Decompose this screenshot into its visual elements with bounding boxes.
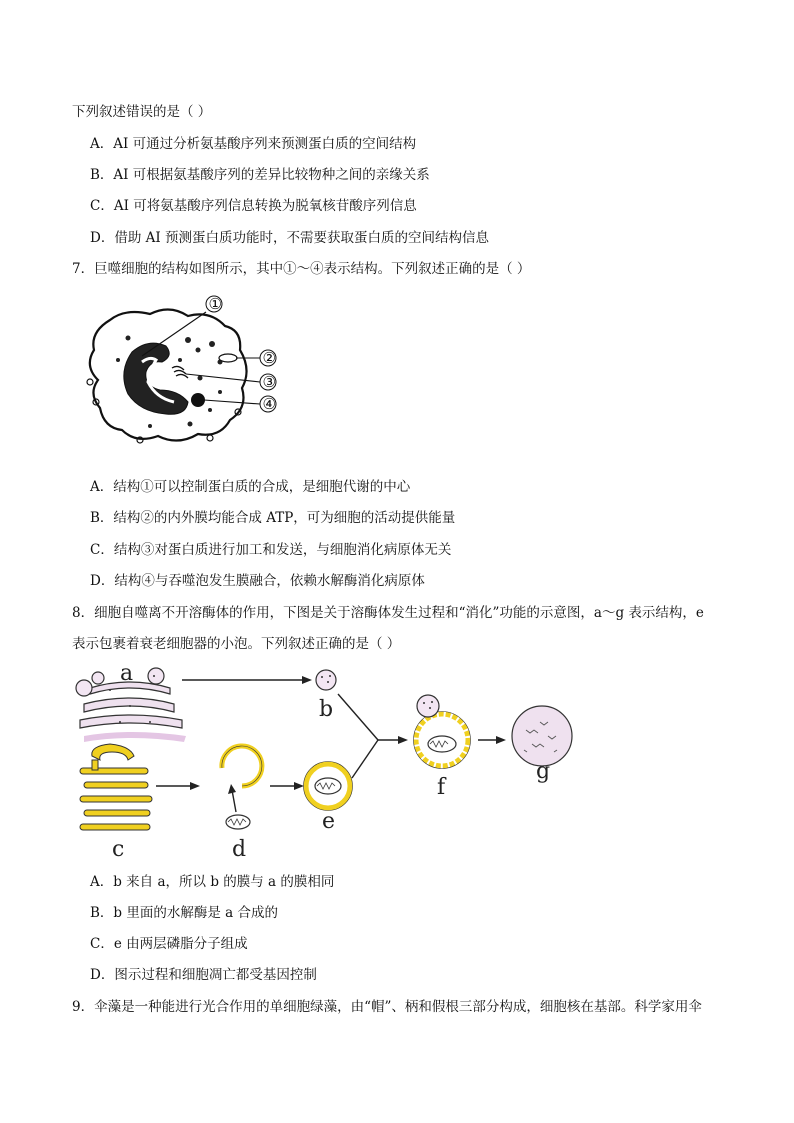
q8-option-a: A．b 来自 a，所以 b 的膜与 a 的膜相同 bbox=[90, 874, 335, 890]
lysosome-fusing bbox=[417, 695, 439, 717]
label-b: b bbox=[319, 697, 334, 722]
q8-stem-line1: 8．细胞自噬离不开溶酶体的作用，下图是关于溶酶体发生过程和“消化”功能的示意图，a～g 表示结构，e bbox=[72, 605, 704, 621]
label-a: a bbox=[120, 661, 134, 686]
mitochondrion bbox=[219, 354, 237, 362]
structure-g-residual-body bbox=[512, 706, 572, 766]
q7-stem: 7．巨噬细胞的结构如图所示，其中①～④表示结构。下列叙述正确的是（ ） bbox=[72, 261, 531, 277]
q8-stem-line2: 表示包裹着衰老细胞器的小泡。下列叙述正确的是（ ） bbox=[72, 636, 401, 652]
label-g: g bbox=[536, 759, 551, 784]
cell-membrane bbox=[90, 309, 247, 440]
mitochondrion-d bbox=[226, 815, 250, 829]
label-e: e bbox=[322, 809, 336, 834]
q8-option-d: D．图示过程和细胞凋亡都受基因控制 bbox=[90, 967, 317, 983]
label-1: ① bbox=[208, 295, 222, 313]
label-3: ③ bbox=[262, 373, 276, 391]
q7-option-b: B．结构②的内外膜均能合成 ATP，可为细胞的活动提供能量 bbox=[90, 510, 456, 526]
lysosome bbox=[191, 393, 205, 407]
label-d: d bbox=[232, 837, 247, 860]
macrophage-diagram bbox=[70, 290, 280, 460]
label-2: ② bbox=[262, 349, 276, 367]
q6-option-b: B．AI 可根据氨基酸序列的差异比较物种之间的亲缘关系 bbox=[90, 167, 430, 183]
structure-b-primary-lysosome bbox=[316, 670, 336, 690]
q9-stem: 9．伞藻是一种能进行光合作用的单细胞绿藻，由“帽”、柄和假根三部分构成，细胞核在基部。科学家用伞 bbox=[72, 999, 702, 1015]
q6-option-c: C．AI 可将氨基酸序列信息转换为脱氧核苷酸序列信息 bbox=[90, 198, 417, 214]
q7-option-c: C．结构③对蛋白质进行加工和发送，与细胞消化病原体无关 bbox=[90, 542, 452, 558]
label-c: c bbox=[112, 837, 125, 860]
label-f: f bbox=[437, 775, 446, 800]
structure-c-endoplasmic-reticulum bbox=[80, 744, 152, 830]
q8-option-b: B．b 里面的水解酶是 a 合成的 bbox=[90, 905, 278, 921]
q6-stem: 下列叙述错误的是（ ） bbox=[72, 104, 212, 120]
lysosome-process-diagram bbox=[70, 660, 590, 860]
q6-option-d: D．借助 AI 预测蛋白质功能时，不需要获取蛋白质的空间结构信息 bbox=[90, 230, 489, 246]
label-4: ④ bbox=[262, 395, 276, 413]
q7-option-d: D．结构④与吞噬泡发生膜融合，依赖水解酶消化病原体 bbox=[90, 573, 425, 589]
q6-option-a: A．AI 可通过分析氨基酸序列来预测蛋白质的空间结构 bbox=[90, 136, 417, 152]
q7-option-a: A．结构①可以控制蛋白质的合成，是细胞代谢的中心 bbox=[90, 479, 411, 495]
q8-option-c: C．e 由两层磷脂分子组成 bbox=[90, 936, 248, 952]
